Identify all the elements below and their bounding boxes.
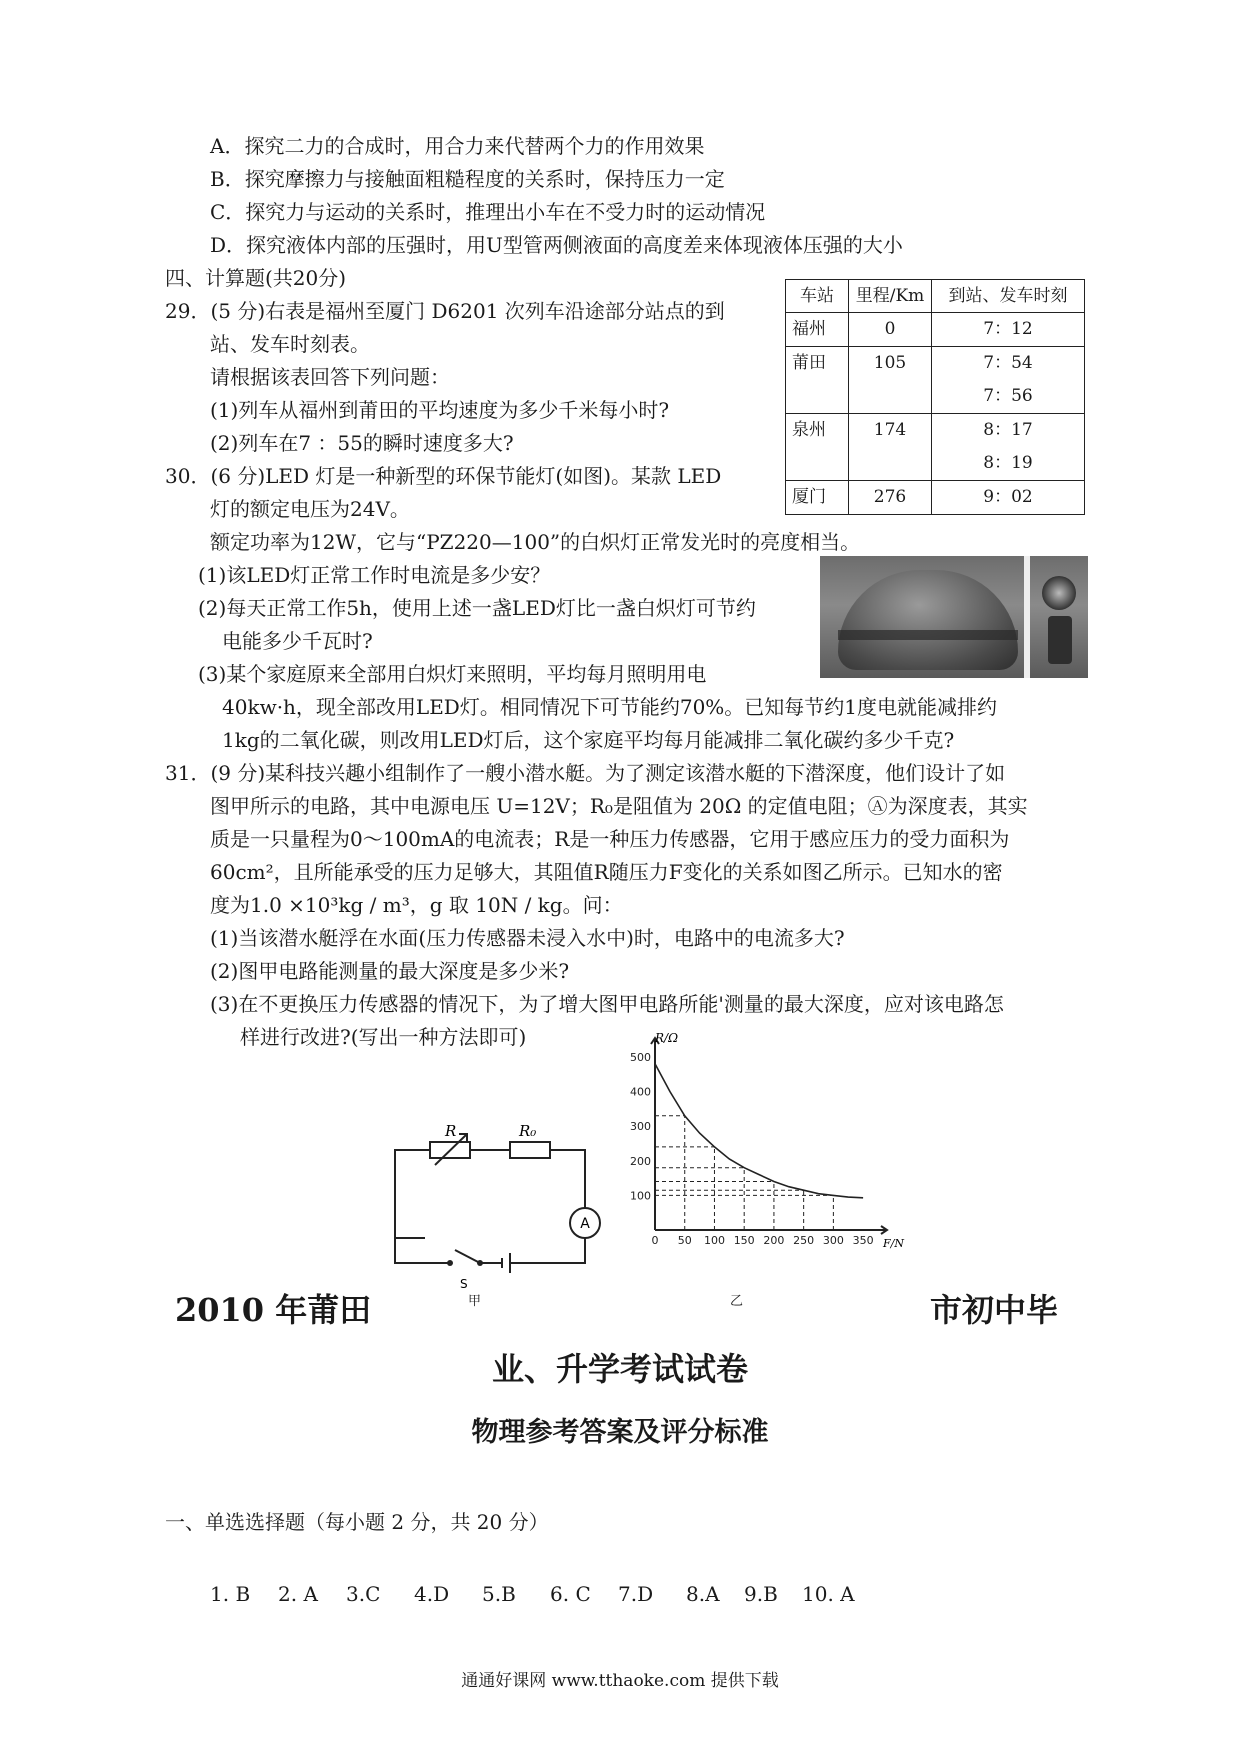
answer-item: 6. C bbox=[550, 1582, 591, 1606]
q29-line2: 站、发车时刻表。 bbox=[210, 332, 370, 356]
q29-line5: (2)列车在7 ：55的瞬时速度多大? bbox=[210, 431, 514, 455]
r-label: R bbox=[445, 1122, 457, 1140]
x-tick-label: 0 bbox=[651, 1234, 659, 1247]
y-tick-label: 300 bbox=[630, 1120, 651, 1134]
answer-item: 2. A bbox=[278, 1582, 318, 1606]
answer-item: 7.D bbox=[618, 1582, 654, 1606]
answer-item: 1. B bbox=[210, 1582, 251, 1606]
led-dome-icon bbox=[838, 570, 1018, 670]
q31-line6: (1)当该潜水艇浮在水面(压力传感器未浸入水中)时，电路中的电流多大? bbox=[210, 926, 845, 950]
chart-series-line bbox=[655, 1064, 863, 1198]
answer-item: 10. A bbox=[802, 1582, 855, 1606]
title-right: 市初中毕 bbox=[930, 1291, 1059, 1329]
time-cell: 7：54 7：56 bbox=[932, 347, 1085, 414]
q29-line1: 29．(5 分)右表是福州至厦门 D6201 次列车沿途部分站点的到 bbox=[165, 299, 725, 323]
title-left: 2010 年莆田 bbox=[175, 1291, 372, 1329]
r0-label: R₀ bbox=[519, 1122, 537, 1140]
q30-line2: 灯的额定电压为24V。 bbox=[210, 497, 410, 521]
q30-line5: (2)每天正常工作5h，使用上述一盏LED灯比一盏白炽灯可节约 bbox=[198, 596, 756, 620]
time-cell: 8：17 8：19 bbox=[932, 414, 1085, 481]
x-tick-label: 200 bbox=[763, 1234, 785, 1247]
km-cell: 174 bbox=[849, 414, 932, 481]
answer-item: 9.B bbox=[744, 1582, 778, 1606]
q31-line2: 图甲所示的电路，其中电源电压 U=12V；R₀是阻值为 20Ω 的定值电阻；Ⓐ为深度表，其实 bbox=[210, 794, 1028, 818]
time-cell: 9：02 bbox=[932, 481, 1085, 515]
title-line3: 物理参考答案及评分标准 bbox=[471, 1417, 769, 1448]
q30-line1: 30．(6 分)LED 灯是一种新型的环保节能灯(如图)。某款 LED bbox=[165, 464, 722, 488]
answer-item: 8.A bbox=[686, 1582, 720, 1606]
title-line2: 业、升学考试试卷 bbox=[491, 1350, 748, 1388]
q30-line8: 40kw·h，现全部改用LED灯。相同情况下可节能约70%。已知每节约1度电就能减排约 bbox=[222, 695, 998, 719]
x-tick-label: 100 bbox=[703, 1234, 725, 1247]
table-row bbox=[786, 347, 1085, 414]
x-tick-label: 150 bbox=[733, 1234, 755, 1247]
x-tick-label: 50 bbox=[677, 1234, 692, 1247]
led-lamp-photo bbox=[820, 556, 1088, 678]
answer-item: 3.C bbox=[346, 1582, 381, 1606]
table-row bbox=[786, 414, 1085, 481]
station-cell: 莆田 bbox=[786, 347, 849, 414]
station-cell: 泉州 bbox=[786, 414, 849, 481]
circuit-caption: 甲 bbox=[468, 1294, 482, 1309]
q30-line9: 1kg的二氧化碳，则改用LED灯后，这个家庭平均每月能减排二氧化碳约多少千克? bbox=[222, 728, 955, 752]
x-tick-label: 250 bbox=[793, 1234, 815, 1247]
answers-list bbox=[210, 1578, 910, 1610]
schedule-table bbox=[785, 279, 1085, 515]
q31-line1: 31．(9 分)某科技兴趣小组制作了一艘小潜水艇。为了测定该潜水艇的下潜深度，他们设计了如 bbox=[165, 761, 1006, 785]
q30-line6: 电能多少千瓦时? bbox=[222, 629, 373, 653]
q31-line9: 样进行改进?(写出一种方法即可) bbox=[240, 1025, 527, 1049]
km-cell: 0 bbox=[849, 313, 932, 347]
answers-section: 一、单选选择题（每小题 2 分，共 20 分） bbox=[165, 1510, 549, 1534]
chart-xlabel: F/N bbox=[883, 1237, 904, 1250]
footer-text: 通通好课网 www.tthaoke.com 提供下载 bbox=[461, 1671, 779, 1691]
km-cell: 276 bbox=[849, 481, 932, 515]
q29-line3: 请根据该表回答下列问题： bbox=[210, 365, 450, 389]
station-cell: 福州 bbox=[786, 313, 849, 347]
q31-line7: (2)图甲电路能测量的最大深度是多少米? bbox=[210, 959, 570, 983]
q31-line4: 60cm²，且所能承受的压力足够大，其阻值R随压力F变化的关系如图乙所示。已知水的密 bbox=[210, 860, 1003, 884]
option-a: A．探究二力的合成时，用合力来代替两个力的作用效果 bbox=[210, 134, 705, 158]
station-cell: 厦门 bbox=[786, 481, 849, 515]
option-b: B．探究摩擦力与接触面粗糙程度的关系时，保持压力一定 bbox=[210, 167, 725, 191]
table-header: 到站、发车时刻 bbox=[932, 280, 1085, 313]
chart-caption: 乙 bbox=[730, 1294, 744, 1309]
q30-line3: 额定功率为12W，它与“PZ220—100”的白炽灯正常发光时的亮度相当。 bbox=[210, 530, 861, 554]
option-d: D．探究液体内部的压强时，用U型管两侧液面的高度差来体现液体压强的大小 bbox=[210, 233, 903, 257]
time-cell: 7：12 bbox=[932, 313, 1085, 347]
q30-line7: (3)某个家庭原来全部用白炽灯来照明，平均每月照明用电 bbox=[198, 662, 707, 686]
switch-label: S bbox=[460, 1277, 468, 1291]
table-header-row bbox=[786, 280, 1085, 313]
q30-line4: (1)该LED灯正常工作时电流是多少安？ bbox=[198, 563, 551, 587]
y-tick-label: 100 bbox=[630, 1189, 651, 1203]
q31-line3: 质是一只量程为0～100mA的电流表；R是一种压力传感器，它用于感应压力的受力面积为 bbox=[210, 827, 1010, 851]
answer-item: 5.B bbox=[482, 1582, 516, 1606]
x-tick-label: 300 bbox=[822, 1234, 844, 1247]
section-heading: 四、计算题(共20分) bbox=[165, 266, 347, 290]
circuit-diagram bbox=[385, 1120, 610, 1300]
y-tick-label: 500 bbox=[630, 1050, 651, 1064]
option-c: C．探究力与运动的关系时，推理出小车在不受力时的运动情况 bbox=[210, 200, 766, 224]
table-header: 里程/Km bbox=[849, 280, 932, 313]
led-spotlight-icon bbox=[1042, 576, 1076, 610]
x-tick-label: 350 bbox=[852, 1234, 874, 1247]
table-row bbox=[786, 481, 1085, 515]
resistance-force-chart bbox=[615, 1030, 915, 1300]
y-tick-label: 200 bbox=[630, 1154, 651, 1168]
table-row bbox=[786, 313, 1085, 347]
q29-line4: (1)列车从福州到莆田的平均速度为多少千米每小时? bbox=[210, 398, 670, 422]
chart-ylabel: R/Ω bbox=[655, 1031, 679, 1045]
q31-line5: 度为1.0 ×10³kg / m³，g 取 10N / kg。问： bbox=[210, 893, 623, 917]
answer-item: 4.D bbox=[414, 1582, 450, 1606]
table-header: 车站 bbox=[786, 280, 849, 313]
km-cell: 105 bbox=[849, 347, 932, 414]
q31-line8: (3)在不更换压力传感器的情况下，为了增大图甲电路所能'测量的最大深度，应对该电路怎 bbox=[210, 992, 1004, 1016]
y-tick-label: 400 bbox=[630, 1085, 651, 1099]
ammeter-icon: A bbox=[580, 1216, 590, 1232]
